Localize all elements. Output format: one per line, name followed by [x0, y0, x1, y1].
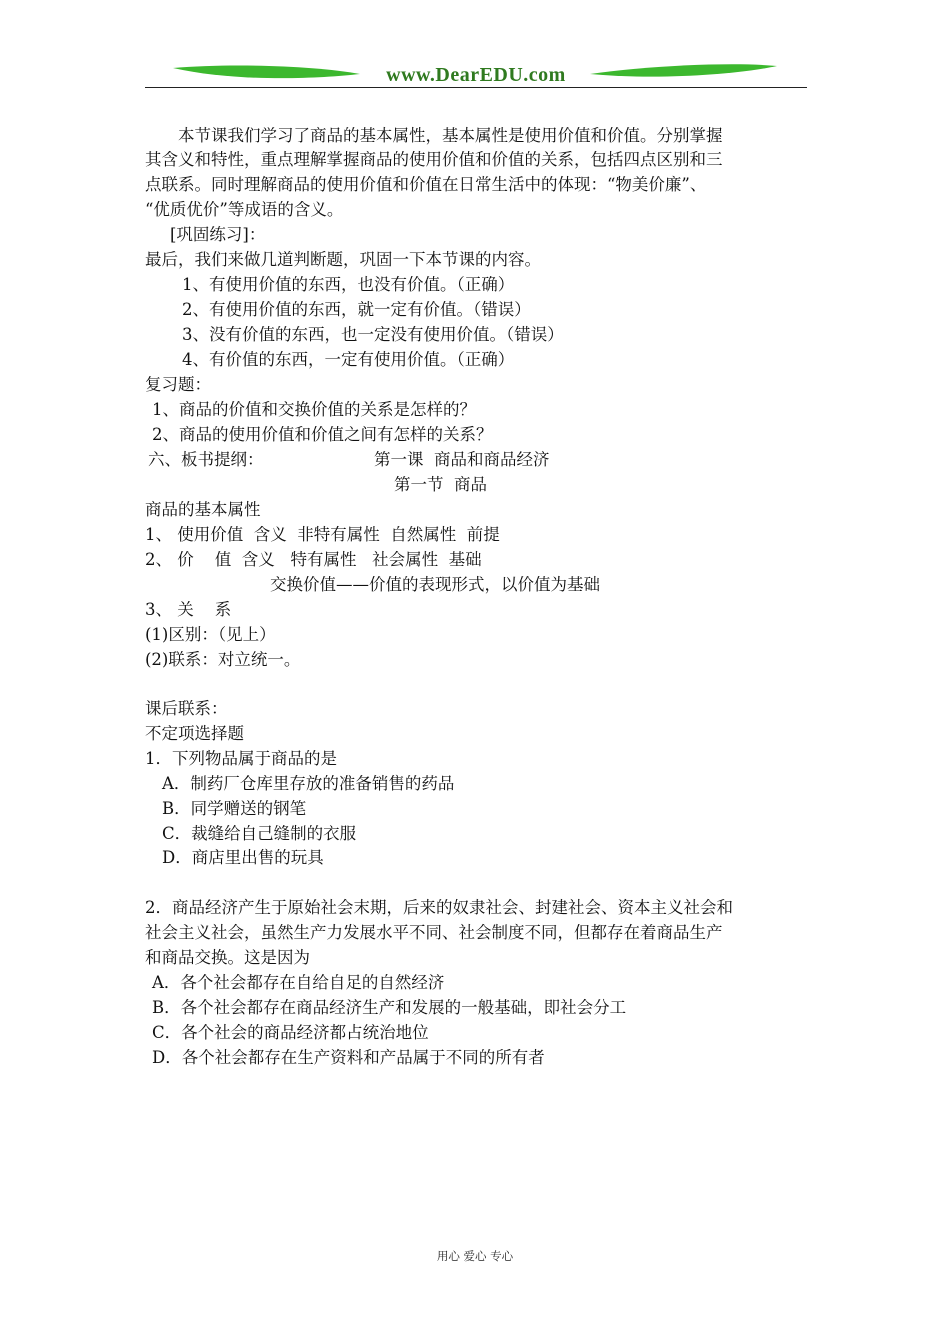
page-footer: 用心 爱心 专心: [436, 1249, 514, 1263]
summary-line: 本节课我们学习了商品的基本属性，基本属性是使用价值和价值。分别掌握: [178, 126, 723, 145]
review-question: 2、商品的使用价值和价值之间有怎样的关系？: [152, 425, 493, 444]
attribute-line: 1、 使用价值 含义 非特有属性 自然属性 前提: [145, 525, 500, 544]
answer-option: A．各个社会都存在自给自足的自然经济: [152, 973, 445, 992]
question-stem: 2．商品经济产生于原始社会末期，后来的奴隶社会、封建社会、资本主义社会和: [145, 898, 733, 917]
attribute-line: 3、 关 系: [145, 600, 232, 619]
answer-option: C．裁缝给自己缝制的衣服: [162, 824, 357, 843]
review-heading: 复习题：: [145, 375, 211, 394]
answer-option: B．各个社会都存在商品经济生产和发展的一般基础，即社会分工: [152, 998, 627, 1017]
judgment-item: 3、没有价值的东西，也一定没有使用价值。（错误）: [182, 325, 564, 344]
answer-option: D．商店里出售的玩具: [162, 848, 324, 867]
attribute-line: 交换价值——价值的表现形式，以价值为基础: [270, 575, 600, 594]
answer-option: D．各个社会都存在生产资料和产品属于不同的所有者: [152, 1048, 545, 1067]
outline-lesson-title: 第一课 商品和商品经济: [374, 450, 550, 469]
site-logo-text[interactable]: www.DearEDU.com: [386, 64, 566, 86]
question-stem: 和商品交换。这是因为: [145, 948, 310, 967]
attribute-line: (1)区别：（见上）: [145, 625, 276, 644]
question-stem: 社会主义社会，虽然生产力发展水平不同、社会制度不同，但都存在着商品生产: [145, 923, 723, 942]
answer-option: A．制药厂仓库里存放的准备销售的药品: [162, 774, 455, 793]
answer-option: C．各个社会的商品经济都占统治地位: [152, 1023, 429, 1042]
summary-line: 其含义和特性，重点理解掌握商品的使用价值和价值的关系，包括四点区别和三: [145, 150, 723, 169]
judgment-item: 1、有使用价值的东西，也没有价值。（正确）: [182, 275, 515, 294]
quiz-type: 不定项选择题: [145, 724, 244, 743]
outline-label: 六、板书提纲：: [148, 450, 264, 469]
header-divider: [145, 87, 807, 88]
site-header-banner: [145, 60, 807, 90]
judgment-item: 4、有价值的东西，一定有使用价值。（正确）: [182, 350, 515, 369]
question-stem: 1．下列物品属于商品的是: [145, 749, 337, 768]
answer-option: B．同学赠送的钢笔: [162, 799, 307, 818]
attribute-line: 2、 价 值 含义 特有属性 社会属性 基础: [145, 550, 482, 569]
practice-heading: [巩固练习]：: [170, 225, 266, 244]
summary-line: “优质优价”等成语的含义。: [145, 200, 344, 219]
review-question: 1、商品的价值和交换价值的关系是怎样的？: [152, 400, 476, 419]
judgment-item: 2、有使用价值的东西，就一定有价值。（错误）: [182, 300, 531, 319]
attributes-heading: 商品的基本属性: [145, 500, 261, 519]
outline-section-title: 第一节 商品: [394, 475, 487, 494]
summary-line: 点联系。同时理解商品的使用价值和价值在日常生活中的体现：“物美价廉”、: [145, 175, 707, 194]
attribute-line: (2)联系：对立统一。: [145, 650, 301, 669]
practice-intro: 最后，我们来做几道判断题，巩固一下本节课的内容。: [145, 250, 541, 269]
after-class-heading: 课后联系：: [145, 699, 228, 718]
